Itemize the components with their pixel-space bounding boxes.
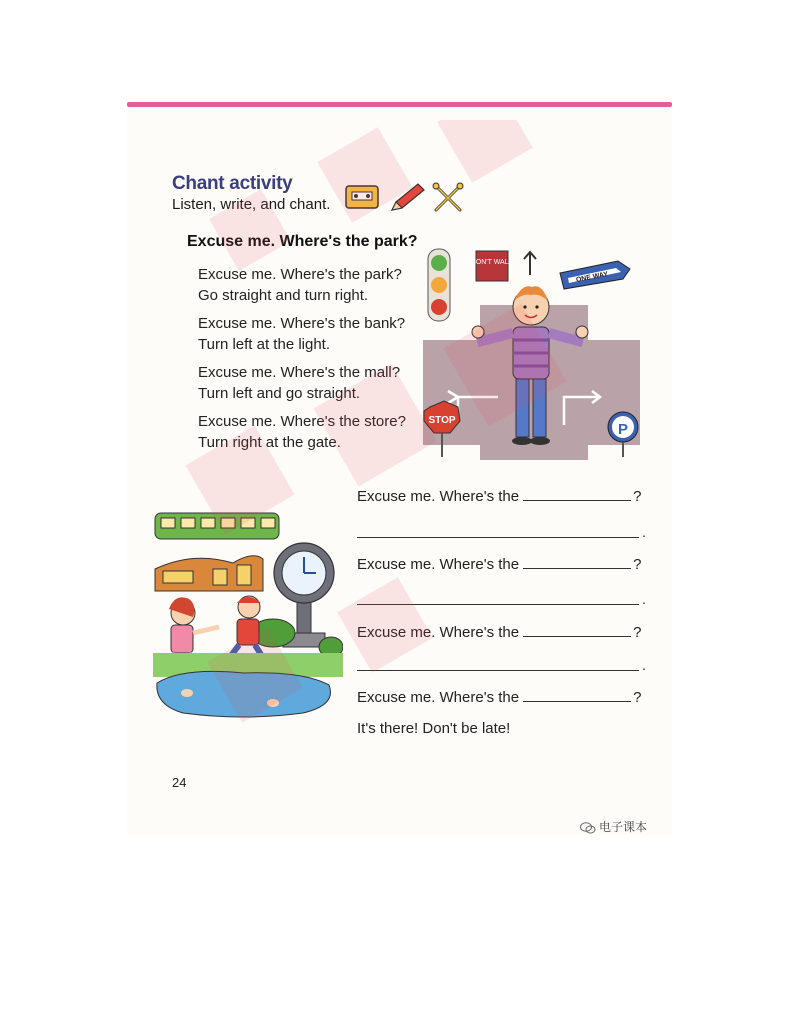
answer-period: . — [642, 657, 646, 673]
chant-question: Excuse me. Where's the park? — [198, 266, 402, 283]
page-number: 24 — [172, 775, 187, 790]
question-mark: ? — [633, 556, 642, 573]
dont-walk-sign — [471, 251, 514, 281]
pencil-icon — [392, 184, 424, 210]
answer-blank-3[interactable] — [523, 622, 631, 637]
chant-heading: Excuse me. Where's the park? — [187, 233, 418, 250]
question-line-1 — [357, 486, 641, 505]
parking-sign — [608, 412, 638, 457]
answer-blank-1[interactable] — [523, 486, 631, 501]
chant-answer: Turn right at the gate. — [198, 433, 341, 451]
answer-blank-4[interactable] — [523, 687, 631, 702]
question-line-2 — [357, 554, 641, 573]
question-prompt: Excuse me. Where's the — [357, 689, 520, 706]
chant-answer: Turn left at the light. — [198, 335, 331, 353]
answer-blank-2[interactable] — [523, 554, 631, 569]
closing-line: It's there! Don't be late! — [357, 720, 511, 737]
chant-stanza — [198, 314, 418, 355]
stop-text: STOP — [428, 415, 456, 426]
boy-at-intersection-illustration — [418, 245, 643, 460]
question-mark: ? — [633, 488, 642, 505]
mall-building-icon — [155, 556, 263, 591]
chant-question: Excuse me. Where's the mall? — [198, 364, 401, 381]
answer-line-2[interactable] — [357, 603, 639, 605]
chant-stanza — [198, 412, 418, 453]
question-prompt: Excuse me. Where's the — [357, 624, 520, 641]
up-arrow-icon — [524, 252, 536, 275]
boy-running-figure — [227, 596, 265, 661]
dont-walk-text: DON'T WALK — [470, 259, 514, 266]
answer-line-3[interactable] — [357, 669, 639, 671]
one-way-sign — [560, 261, 630, 289]
park-scene-illustration — [153, 507, 343, 722]
train-icon — [155, 513, 279, 539]
question-line-3 — [357, 622, 641, 641]
parking-text: P — [617, 421, 629, 438]
question-mark: ? — [633, 624, 642, 641]
page-title: Chant activity — [172, 173, 293, 194]
answer-line-1[interactable] — [357, 536, 639, 538]
chant-stanza — [198, 265, 418, 306]
chant-answer: Go straight and turn right. — [198, 286, 369, 304]
pink-header-rule — [127, 102, 672, 107]
traffic-light-icon — [428, 249, 450, 321]
source-label: 电子课本 — [599, 820, 648, 834]
activity-icons — [344, 180, 474, 214]
pond-icon — [157, 671, 331, 717]
one-way-text: ONE WAY — [575, 270, 609, 285]
question-prompt: Excuse me. Where's the — [357, 488, 520, 505]
chant-text — [198, 265, 418, 461]
crossed-arms-chant-icon — [433, 183, 463, 210]
chat-bubbles-icon — [580, 822, 596, 834]
answer-period: . — [642, 591, 646, 607]
instructions: Listen, write, and chant. — [172, 196, 331, 213]
source-tag — [580, 818, 647, 835]
chant-answer: Turn left and go straight. — [198, 384, 361, 402]
question-mark: ? — [633, 689, 642, 706]
chant-question: Excuse me. Where's the bank? — [198, 315, 406, 332]
answer-period: . — [642, 524, 646, 540]
chant-stanza — [198, 363, 418, 404]
cassette-icon — [346, 186, 378, 208]
question-line-4 — [357, 687, 641, 706]
chant-question: Excuse me. Where's the store? — [198, 413, 406, 430]
question-prompt: Excuse me. Where's the — [357, 556, 520, 573]
